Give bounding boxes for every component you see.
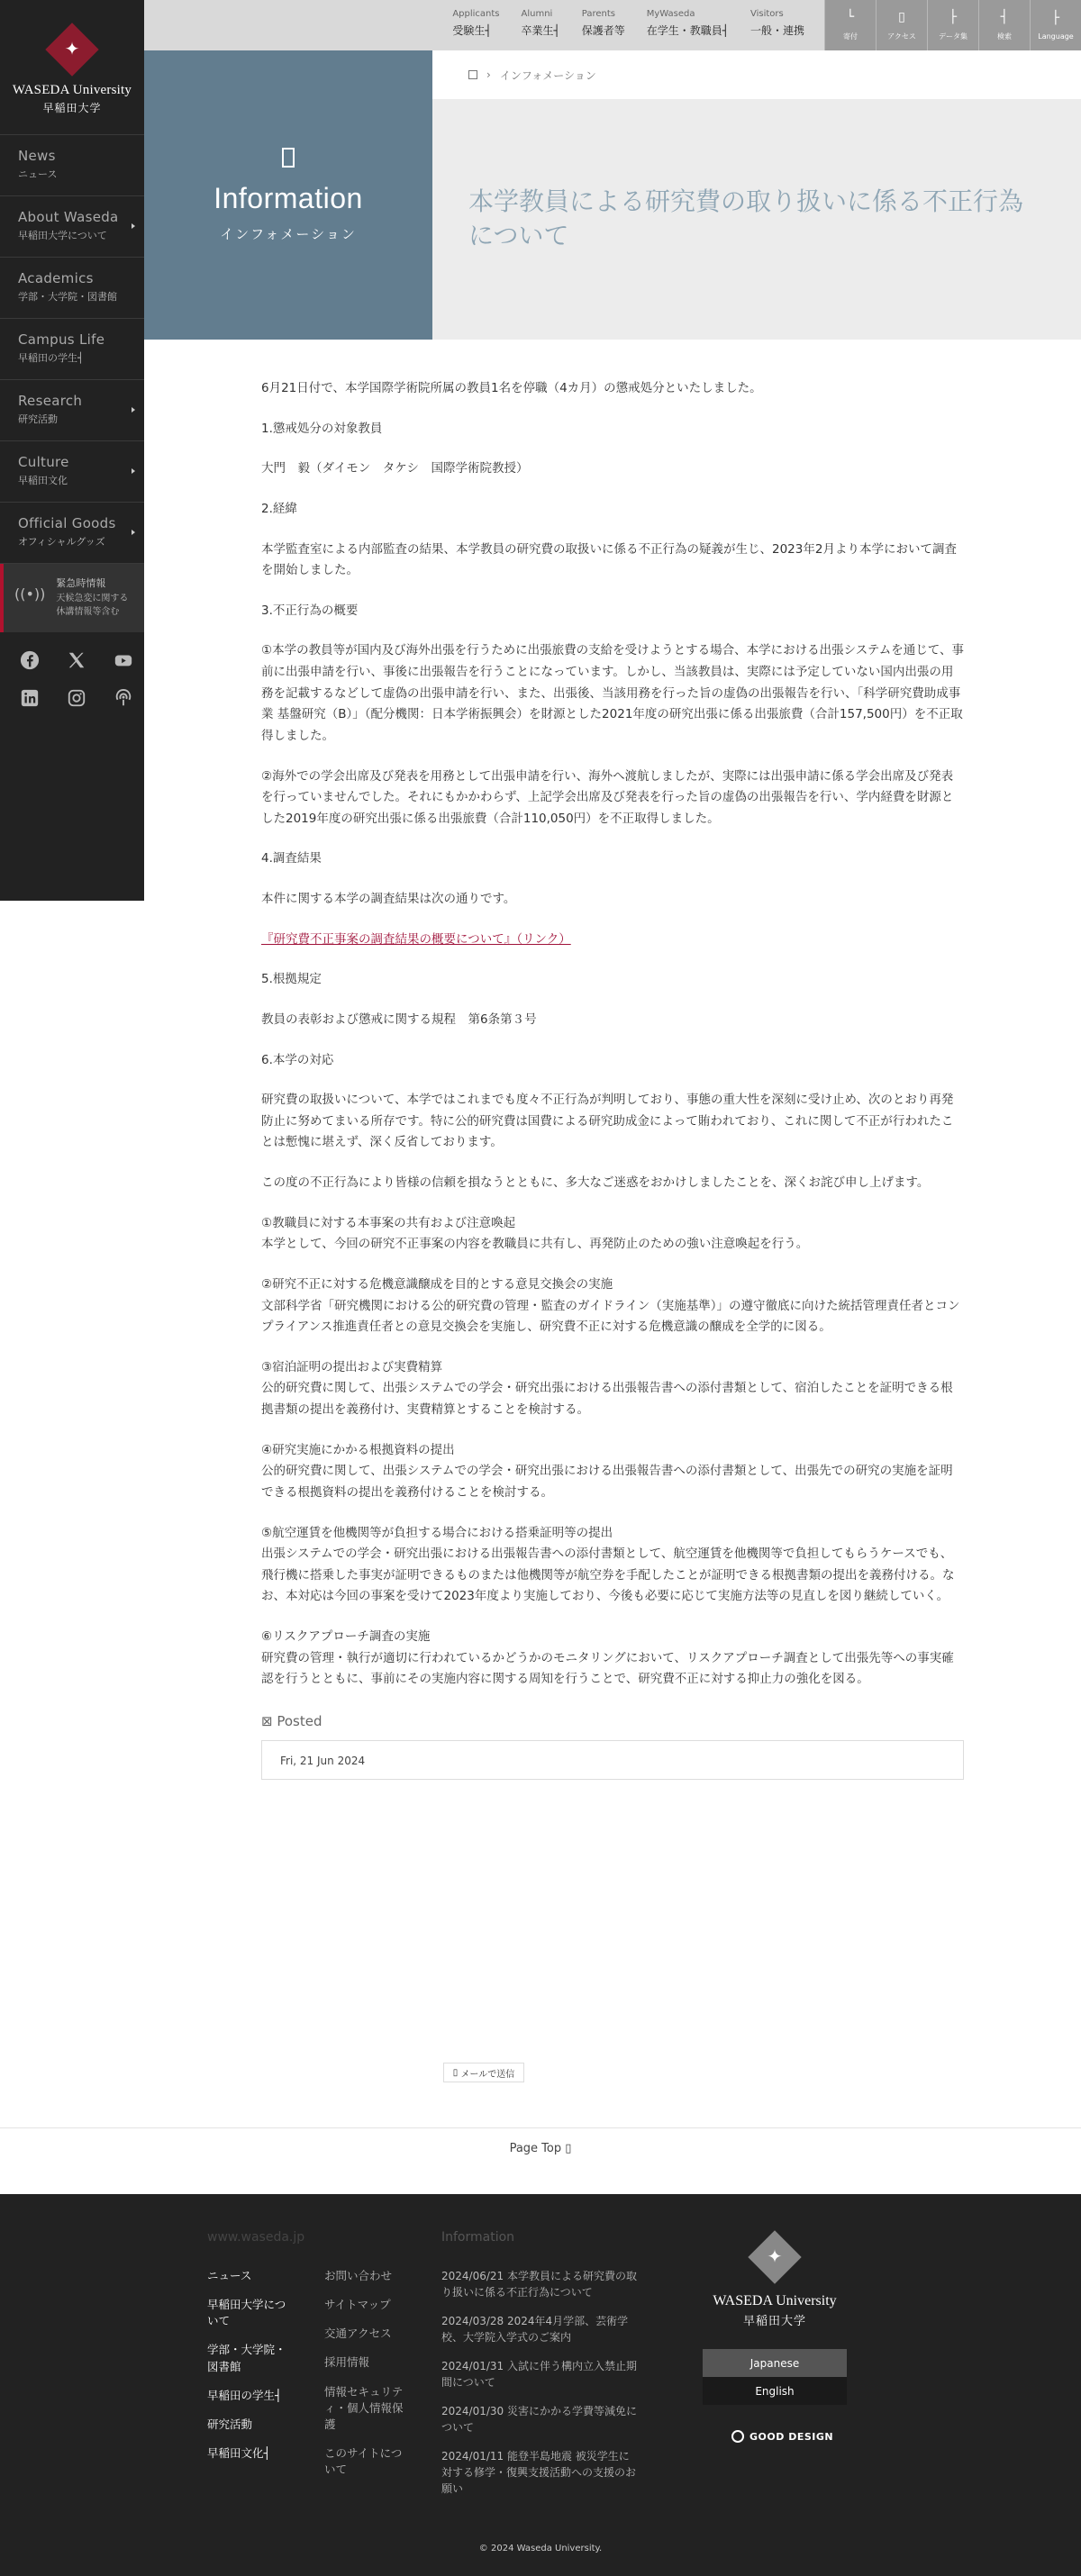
breadcrumb-current[interactable]: インフォメーション [499,68,596,82]
article-heading: 5.根拠規定 [261,972,322,987]
footer-link-students[interactable]: 早稲田の学生┤ [207,2388,282,2402]
footer-nav-secondary [324,2268,404,2490]
footer-link-access[interactable]: 交通アクセス [324,2327,392,2341]
footer-logo[interactable] [703,2230,847,2328]
measure-body: 文部科学省「研究機関における公的研究費の管理・監査のガイドライン（実施基準）」の遵守徹底に向けた統括管理責任者とコンプライアンス推進責任者との意見交換会を実施し、研究費不正に対する危機意識の醸成を全学的に図る。 [261,1298,960,1335]
footer-news-item[interactable]: 2024/01/30 災害にかかる学費等減免について [441,2405,637,2434]
footer-news-item[interactable]: 2024/01/11 能登半島地震 被災学生に対する修学・復興支援活動への支援のお願い [441,2450,637,2495]
tool-label: 寄付 [843,32,858,41]
search-icon: ┤ [1000,9,1009,24]
measure-item [261,1213,964,1256]
audience-label-en: Alumni [521,9,553,19]
sidebar-item-official-goods[interactable] [0,503,144,564]
section-title-en: Information [213,181,363,214]
footer-link-about-site[interactable]: このサイトについて [324,2445,403,2476]
measure-item [261,1627,964,1691]
send-mail-button[interactable] [443,2063,524,2082]
logo-text-en: WASEDA University [12,83,132,97]
linkedin-icon[interactable] [20,688,40,708]
page-top-button[interactable] [0,2142,1081,2155]
copyright: © 2024 Waseda University. [478,2544,603,2553]
sidebar-item-culture[interactable] [0,441,144,503]
measure-body: 公的研究費に関して、出張システムでの学会・研究出張における出張報告書への添付書類として、宿泊したことを証明できる根拠書類の提出を義務付け、実費精算とすることを検討する。 [261,1381,953,1417]
posted-label: Posted [277,1712,322,1729]
chevron-right-icon [132,223,135,229]
mail-icon: ▯ [452,2067,461,2078]
measure-title: ①教職員に対する本事案の共有および注意喚起 [261,1215,516,1230]
audience-applicants[interactable] [452,9,499,38]
measure-title: ②研究不正に対する危機意識醸成を目的とする意見交換会の実施 [261,1276,613,1292]
chevron-right-icon [132,407,135,413]
sidebar-item-label-en: Academics [18,270,94,286]
divider [0,2127,1081,2128]
breadcrumb [432,50,1081,99]
sidebar-item-label-ja: オフィシャルグッズ [18,536,105,548]
measure-body: 本学として、今回の研究不正事案の内容を教職員に共有し、再発防止のための強い注意喚起を行う。 [261,1237,809,1252]
tool-label: 検索 [997,32,1012,41]
emergency-line1: 天候急変に関する [56,593,129,603]
footer-info-heading: Information [441,2230,515,2245]
sidebar-item-label-ja: 早稲田大学について [18,230,107,241]
arrow-up-icon: ▯ [565,2142,572,2155]
language-switcher [703,2349,847,2405]
measure-item [261,1274,964,1338]
measure-title: ③宿泊証明の提出および実費精算 [261,1359,443,1374]
chevron-right-icon [132,468,135,474]
footer-site-link[interactable]: www.waseda.jp [207,2230,305,2245]
tool-label: データ集 [939,32,967,41]
footer-logo-en: WASEDA University [713,2293,837,2308]
good-design-badge [731,2430,833,2443]
article-paragraph: 6月21日付で、本学国際学術院所属の教員1名を停職（4カ月）の懲戒処分といたしました。 [261,381,762,395]
sidebar-item-about[interactable] [0,196,144,258]
donation-button[interactable] [824,0,876,50]
instagram-icon[interactable] [67,688,86,708]
audience-alumni[interactable] [522,9,560,38]
article-paragraph: 本件に関する本学の調査結果は次の通りです。 [261,892,516,906]
article-paragraph: 研究費の取扱いについて、本学ではこれまでも度々不正行為が判明しており、事態の重大性を深刻に受け止め、次のとおり再発防止に努めてまいる所存です。特に公的研究費は国費による研究助成金によって賄われており、これに関して不正が行われたことは慙愧に堪えず、深く反省しております。 [261,1093,954,1150]
access-icon: ▯ [898,9,905,24]
top-bar [144,0,1081,50]
footer-logo-ja: 早稲田大学 [742,2315,806,2328]
measure-item [261,1440,964,1504]
page-title-box [432,99,1081,340]
footer-link-sitemap[interactable]: サイトマップ [324,2298,391,2312]
footer-news-item[interactable]: 2024/01/31 入試に伴う構内立入禁止期間について [441,2360,637,2389]
sidebar-item-label-en: Official Goods [18,515,116,531]
data-button[interactable] [927,0,978,50]
sidebar-item-label-en: Culture [18,454,69,470]
good-design-icon [731,2430,744,2443]
facebook-icon[interactable] [20,650,40,670]
page-title: 本学教員による研究費の取り扱いに係る不正行為について [468,186,1024,250]
footer-link-academics[interactable]: 学部・大学院・図書館 [207,2343,286,2373]
footer-news-item[interactable]: 2024/03/28 2024年4月学部、芸術学校、大学院入学式のご案内 [441,2315,629,2344]
footer-news-list [441,2268,640,2509]
emergency-title: 緊急時情報 [56,577,106,589]
access-button[interactable] [876,0,927,50]
lang-japanese-button[interactable]: Japanese [703,2349,847,2377]
good-design-label: GOOD DESIGN [749,2430,834,2443]
article-heading: 1.懲戒処分の対象教員 [261,421,383,436]
measure-body: 研究費の管理・執行が適切に行われているかどうかのモニタリングにおいて、リスクアプローチ調査として出張先等への事実確認を行うとともに、事前にその実施内容に関する周知を行うことで、研究費不正に対する抑止力の強化を図る。 [261,1650,954,1687]
audience-mywaseda[interactable] [647,9,729,38]
footer [0,2194,1081,2576]
x-twitter-icon[interactable] [67,650,86,670]
logo-text-ja: 早稲田大学 [42,102,102,114]
breadcrumb-separator: › [486,68,491,81]
data-icon: ├ [949,9,958,24]
sidebar-item-label-ja: 学部・大学院・図書館 [18,291,117,303]
sidebar-item-label-ja: 早稲田文化 [18,475,68,486]
footer-nav-primary [207,2268,290,2474]
podcast-icon[interactable] [114,688,133,708]
footer-link-careers[interactable]: 採用情報 [324,2355,370,2370]
audience-label-ja: 卒業生┤ [521,24,560,37]
measure-item [261,1523,964,1609]
audience-label-ja: 受験生┤ [452,24,492,37]
emergency-line2: 休講情報等含む [56,606,120,617]
audience-visitors[interactable] [750,9,804,38]
section-title-ja: インフォメーション [220,225,357,242]
sidebar [0,0,144,901]
sidebar-item-label-ja: ニュース [18,168,58,180]
audience-label-en: Parents [581,9,615,19]
sidebar-item-campus-life[interactable] [0,319,144,380]
article-heading: 4.調査結果 [261,851,322,866]
sidebar-item-news[interactable] [0,135,144,196]
language-button[interactable] [1030,0,1081,50]
audience-parents[interactable] [582,9,625,38]
page-top-label: Page Top [509,2142,562,2155]
audience-label-en: Visitors [749,9,784,19]
article-heading: 3.不正行為の概要 [261,603,359,618]
clock-icon: ⊠ [261,1712,277,1729]
sidebar-item-research[interactable] [0,380,144,441]
send-mail-label: メールで送信 [460,2069,515,2080]
lang-english-button[interactable]: English [703,2377,847,2405]
measure-item [261,1357,964,1421]
audience-label-en: MyWaseda [646,9,695,19]
footer-link-privacy[interactable]: 情報セキュリティ・個人情報保護 [324,2384,404,2431]
audience-label-ja: 一般・連携 [749,24,804,37]
article-paragraph: ②海外での学会出席及び発表を用務として出張申請を行い、海外へ渡航しましたが、実際には出張申請に係る学会出席及び発表を行っていませんでした。それにもかかわらず、上記学会出席及び発表を行った旨の虚偽の出張報告を行い、学内経費を財源とした2019年度の研究出張に係る出張旅費（合計110,050円）を不正取得しました。 [261,768,954,826]
sidebar-item-label-en: Research [18,393,83,409]
article-paragraph: この度の不正行為により皆様の信頼を損なうとともに、多大なご迷惑をおかけしましたことを、深くお詫び申し上げます。 [261,1175,930,1190]
measure-title: ⑤航空運賃を他機関等が負担する場合における搭乗証明等の提出 [261,1525,613,1540]
sidebar-item-label-ja: 早稲田の学生┤ [18,352,84,364]
search-button[interactable] [978,0,1030,50]
donation-icon: └ [846,9,855,24]
article-heading: 2.経緯 [261,501,297,516]
home-icon[interactable] [468,70,477,79]
article-body [261,378,964,1780]
sidebar-item-label-en: Campus Life [18,331,105,348]
site-logo[interactable] [0,0,144,135]
article-paragraph: ①本学の教員等が国内及び海外出張を行うために出張旅費の支給を受けようとする場合、本学における出張システムを通じて、事前に出張申請を行い、事後に出張報告を行うことになっています。しかし、当該教員は、実際には予定していない国内出張の用務を記載するなどして虚偽の出張申請を行い、また、出張後、当該用務を行った旨の虚偽の出張報告を行い、「科学研究費助成事業 基盤研究（B）」（配分機関：日本学術振興会）を財源とした2021年度の研究出張に係る出張旅費（合計157,500円）を不正取得しました。 [261,643,964,743]
audience-label-en: Applicants [452,9,500,19]
measure-body: 公的研究費に関して、出張システムでの学会・研究出張における出張報告書への添付書類として、出張先での研究の実施を証明できる根拠資料の提出を義務付けることを検討する。 [261,1464,953,1500]
broadcast-icon: ((•)) [14,585,46,603]
chevron-right-icon [132,530,135,535]
article-paragraph: 本学監査室による内部監査の結果、本学教員の研究費の取扱いに係る不正行為の疑義が生じ、2023年2月より本学において調査を開始しました。 [261,541,957,578]
measure-body: 出張システムでの学会・研究出張における出張報告書への添付書類として、航空運賃を他機関等で負担してもらうケースでも、飛行機に搭乗した事実が証明できるものまたは他機関等が航空券を手配したことが証明できる根拠書類の提出を義務付ける。なお、本対応は今回の事案を受けて2023年度より実施しており、今後も必要に応じて実施方法等の見直しを図り継続していく。 [261,1547,955,1604]
investigation-report-link[interactable]: 『研究費不正事案の調査結果の概要について』（リンク） [261,931,571,947]
waseda-emblem-icon: ✦ [46,23,98,76]
footer-link-news[interactable]: ニュース [207,2269,252,2282]
measure-title: ⑥リスクアプローチ調査の実施 [261,1629,431,1644]
article-paragraph: 教員の表彰および懲戒に関する規程 第6条第３号 [261,1011,537,1027]
language-icon: ├ [1051,10,1060,25]
posted-date: Fri, 21 Jun 2024 [261,1740,964,1780]
posted-section [261,1710,964,1780]
posted-heading [261,1710,964,1733]
sidebar-item-label-en: News [18,148,56,164]
waseda-emblem-icon: ✦ [748,2230,802,2284]
footer-link-culture[interactable]: 早稲田文化┤ [207,2445,271,2460]
emergency-info-link[interactable] [0,564,144,632]
footer-link-about[interactable]: 早稲田大学について [207,2298,286,2328]
tool-label: Language [1038,32,1074,41]
audience-label-ja: 保護者等 [581,24,625,37]
tool-label: アクセス [887,32,916,41]
youtube-icon[interactable] [114,650,133,670]
sidebar-item-academics[interactable] [0,258,144,319]
section-banner [144,50,432,340]
sidebar-item-label-en: About Waseda [18,209,119,225]
footer-link-research[interactable]: 研究活動 [207,2417,253,2431]
sidebar-item-label-ja: 研究活動 [18,413,58,425]
footer-link-contact[interactable]: お問い合わせ [324,2269,393,2282]
document-icon [282,148,295,168]
footer-news-item[interactable]: 2024/06/21 本学教員による研究費の取り扱いに係る不正行為について [441,2270,637,2299]
measure-title: ④研究実施にかかる根拠資料の提出 [261,1442,455,1457]
audience-label-ja: 在学生・教職員┤ [646,24,729,37]
article-paragraph: 大門 毅（ダイモン タケシ 国際学術院教授） [261,461,529,476]
article-heading: 6.本学の対応 [261,1052,334,1067]
